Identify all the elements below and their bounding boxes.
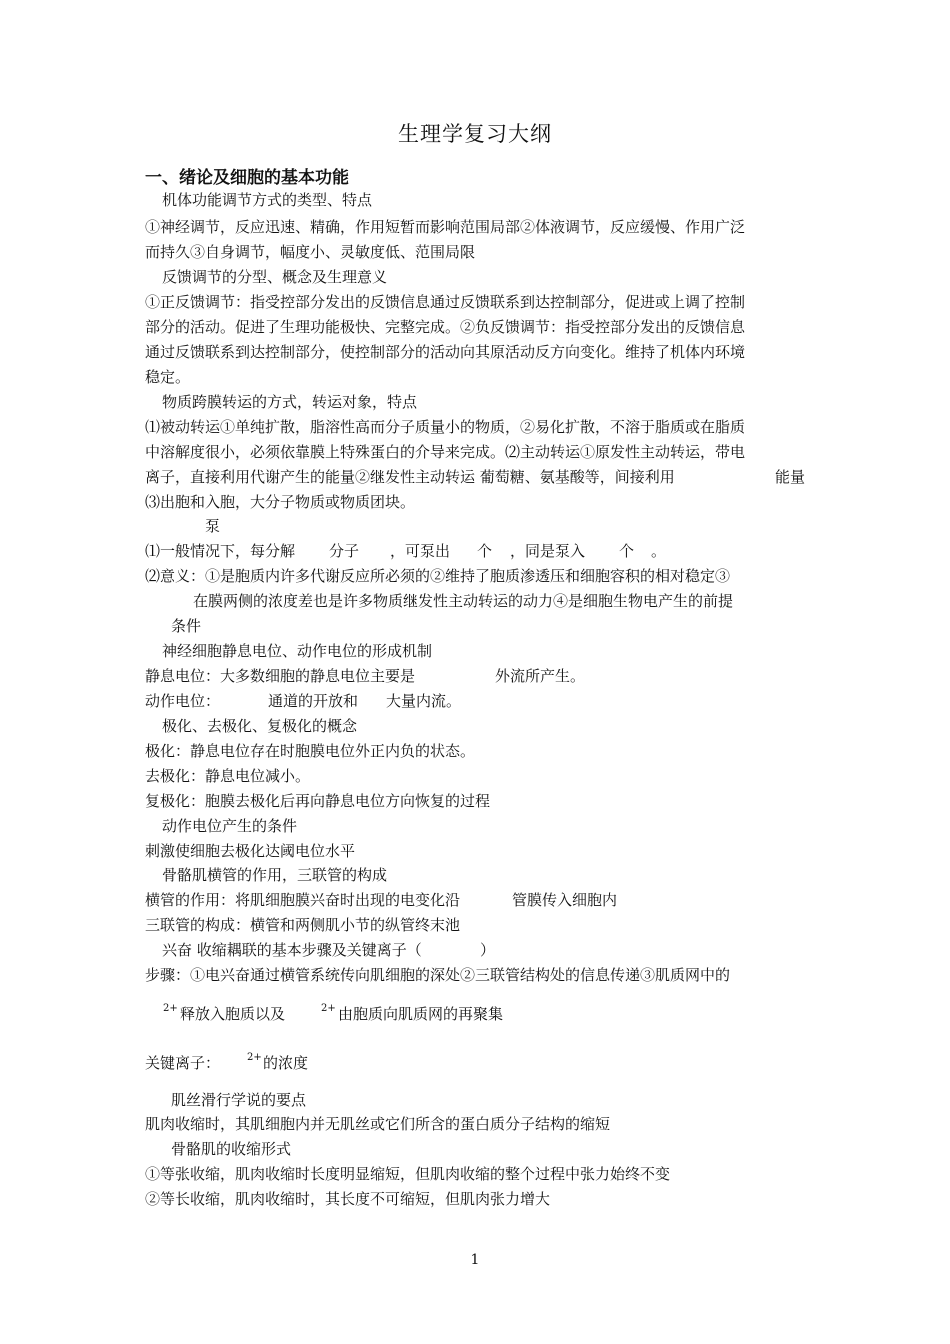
text-line: ⑴被动转运①单纯扩散，脂溶性高而分子质量小的物质，②易化扩散，不溶于脂质或在脂质 (145, 418, 746, 436)
text-line (145, 666, 810, 686)
text-line: 在膜两侧的浓度差也是许多物质继发性主动转运的动力④是细胞生物电产生的前提 (193, 592, 734, 610)
subheading: 泵 (205, 517, 221, 535)
text-line: 而持久③自身调节，幅度小、灵敏度低、范围局限 (145, 243, 476, 261)
subheading: 物质跨膜转运的方式，转运对象，特点 (162, 393, 418, 411)
text-fragment: 管膜传入细胞内 (512, 891, 618, 909)
text-fragment: ） (480, 941, 496, 959)
subheading: 反馈调节的分型、概念及生理意义 (162, 268, 388, 286)
subheading: 动作电位产生的条件 (162, 817, 298, 835)
text-line: 通过反馈联系到达控制部分，使控制部分的活动向其原活动反方向变化。维持了机体内环境 (145, 343, 746, 361)
subheading: 骨骼肌横管的作用，三联管的构成 (162, 866, 388, 884)
text-line: ①等张收缩，肌肉收缩时长度明显缩短，但肌肉收缩的整个过程中张力始终不变 (145, 1165, 671, 1183)
section-heading: 一、绪论及细胞的基本功能 (145, 168, 349, 188)
text-line: 步骤：①电兴奋通过横管系统传向肌细胞的深处②三联管结构处的信息传递③肌质网中的 (145, 966, 731, 984)
text-fragment: 个 (477, 542, 493, 560)
text-fragment: 通道的开放和 (268, 692, 359, 710)
text-line: ①神经调节，反应迅速、精确，作用短暂而影响范围局部②体液调节，反应缓慢、作用广泛 (145, 218, 746, 236)
page-title: 生理学复习大纲 (398, 122, 552, 146)
text-line: 肌肉收缩时，其肌细胞内并无肌丝或它们所含的蛋白质分子结构的缩短 (145, 1115, 611, 1133)
text-fragment: 。 (651, 542, 667, 560)
text-fragment: 大量内流。 (386, 692, 462, 710)
subheading: 机体功能调节方式的类型、特点 (162, 191, 373, 209)
text-line: 稳定。 (145, 368, 191, 386)
text-line: 部分的活动。促进了生理功能极快、完整完成。②负反馈调节：指受控部分发出的反馈信息 (145, 318, 746, 336)
text-fragment: 关键离子： (145, 1054, 221, 1072)
text-line (145, 1053, 810, 1073)
text-fragment: 外流所产生。 (495, 667, 586, 685)
text-line (145, 467, 810, 487)
page-number: 1 (470, 1252, 480, 1268)
text-fragment: ⑴一般情况下，每分解 (145, 542, 296, 560)
text-line: 复极化：胞膜去极化后再向静息电位方向恢复的过程 (145, 792, 491, 810)
text-fragment: 个 (619, 542, 635, 560)
subheading (162, 940, 827, 960)
text-fragment: 释放入胞质以及 (180, 1005, 286, 1023)
text-line: 三联管的构成：横管和两侧肌小节的纵管终末池 (145, 916, 461, 934)
text-fragment: 的浓度 (263, 1054, 309, 1072)
text-line: 条件 (171, 617, 202, 635)
text-line: ①正反馈调节：指受控部分发出的反馈信息通过反馈联系到达控制部分，促进或上调了控制 (145, 293, 746, 311)
text-line (145, 890, 810, 910)
text-fragment: 静息电位：大多数细胞的静息电位主要是 (145, 667, 416, 685)
text-line: 中溶解度很小，必须依靠膜上特殊蛋白的介导来完成。⑵主动转运①原发性主动转运，带电 (145, 443, 746, 461)
text-line: ⑵意义：①是胞质内许多代谢反应所必须的②维持了胞质渗透压和细胞容积的相对稳定③ (145, 567, 731, 585)
text-line: 刺激使细胞去极化达阈电位水平 (145, 842, 356, 860)
subheading: 极化、去极化、复极化的概念 (162, 717, 358, 735)
superscript: 2+ (321, 1003, 336, 1014)
text-fragment: 兴奋 收缩耦联的基本步骤及关键离子（ (162, 941, 422, 959)
text-line: ②等长收缩，肌肉收缩时，其长度不可缩短，但肌肉张力增大 (145, 1190, 551, 1208)
text-line (145, 691, 810, 711)
subheading: 神经细胞静息电位、动作电位的形成机制 (162, 642, 433, 660)
text-line: ⑶出胞和入胞，大分子物质或物质团块。 (145, 493, 416, 511)
text-line: 去极化：静息电位减小。 (145, 767, 311, 785)
text-fragment: 动作电位： (145, 692, 221, 710)
subheading: 骨骼肌的收缩形式 (171, 1140, 292, 1158)
text-line (145, 541, 810, 561)
subheading: 肌丝滑行学说的要点 (171, 1091, 307, 1109)
superscript: 2+ (163, 1003, 178, 1014)
text-fragment: ，可泵出 (390, 542, 451, 560)
text-fragment: 离子，直接利用代谢产生的能量②继发性主动转运 葡萄糖、氨基酸等，间接利用 (145, 468, 675, 486)
text-fragment: 横管的作用：将肌细胞膜兴奋时出现的电变化沿 (145, 891, 461, 909)
superscript: 2+ (247, 1052, 262, 1063)
text-line: 极化：静息电位存在时胞膜电位外正内负的状态。 (145, 742, 476, 760)
text-fragment: 由胞质向肌质网的再聚集 (338, 1005, 504, 1023)
text-fragment: 分子 (329, 542, 360, 560)
text-fragment: ，同是泵入 (510, 542, 586, 560)
text-fragment: 能量 (775, 468, 806, 486)
